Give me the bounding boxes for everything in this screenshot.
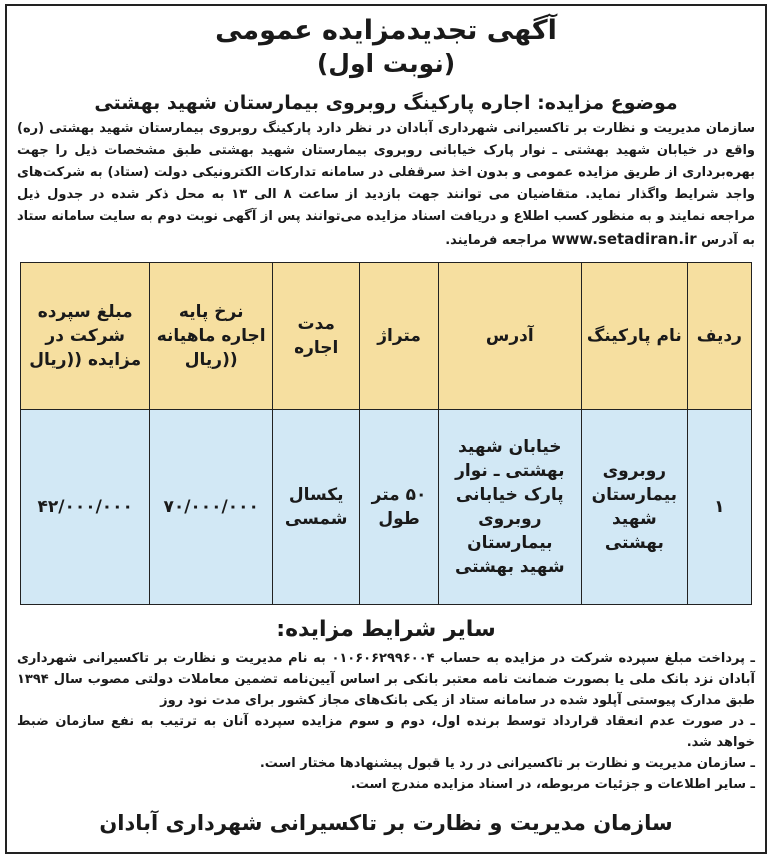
condition-item: ـ پرداخت مبلغ سپرده شرکت در مزایده به حساب ۰۱۰۶۰۶۲۹۹۶۰۰۴ به نام مدیریت و نظارت بر تاکسیرانی شهرداری آبادان نزد بانک ملی یا بصورت ضمانت نامه معتبر بانکی بر اساس آیین‌نامه تضمین معاملات دولتی مصوب سال ۱۳۹۴ طبق مدارک پیوستی آپلود شده در سامانه ستاد از یکی بانک‌های مجاز کشور برای مدت نود روز <box>17 651 756 708</box>
auction-notice <box>5 4 767 854</box>
header-parking-name: نام پارکینگ <box>582 263 688 410</box>
cell-area: ۵۰ متر طول <box>360 410 438 605</box>
table-header-row <box>21 263 752 410</box>
cell-duration: یکسال شمسی <box>272 410 360 605</box>
intro-tail: مراجعه فرمایند. <box>445 233 548 248</box>
header-area: متراژ <box>360 263 438 410</box>
cell-parking-name: روبروی بیمارستان شهید بهشتی <box>582 410 688 605</box>
notice-round: (نوبت اول) <box>316 49 456 78</box>
cell-address: خیابان شهید بهشتی ـ نوار پارک خیابانی روبروی بیمارستان شهید بهشتی <box>438 410 581 605</box>
notice-subject: موضوع مزایده: اجاره پارکینگ روبروی بیمارستان شهید بهشتی <box>94 92 678 114</box>
intro-paragraph <box>17 118 755 252</box>
conditions-title: سایر شرایط مزایده: <box>276 617 496 642</box>
condition-item: ـ در صورت عدم انعقاد قرارداد توسط برنده اول، دوم و سوم مزایده سپرده آنان به ترتیب به نفع سازمان ضبط خواهد شد. <box>17 714 755 750</box>
footer-organization: سازمان مدیریت و نظارت بر تاکسیرانی شهرداری آبادان <box>99 811 673 835</box>
parking-table <box>20 262 752 605</box>
cell-base-rate: ۷۰/۰۰۰/۰۰۰ <box>150 410 273 605</box>
header-address: آدرس <box>438 263 581 410</box>
table-row <box>21 410 752 605</box>
condition-item: ـ سایر اطلاعات و جزئیات مربوطه، در اسناد مزایده مندرج است. <box>350 777 755 792</box>
cell-row-number: ۱ <box>687 410 751 605</box>
header-base-rate: نرخ پایه اجاره ماهیانه ((ریال <box>150 263 273 410</box>
notice-title: آگهی تجدیدمزایده عمومی <box>215 15 557 46</box>
conditions-list <box>17 648 755 795</box>
condition-item: ـ سازمان مدیریت و نظارت بر تاکسیرانی در رد یا قبول پیشنهادها مختار است. <box>259 756 755 771</box>
cell-deposit: ۴۲/۰۰۰/۰۰۰ <box>21 410 150 605</box>
header-row-number: ردیف <box>687 263 751 410</box>
intro-text: سازمان مدیریت و نظارت بر تاکسیرانی شهرداری آبادان در نظر دارد پارکینگ روبروی بیمارستان شهید بهشتی (ره) واقع در خیابان شهید بهشتی ـ نوار پارک خیابانی روبروی بیمارستان شهید بهشتی طبق مشخصات ذیل را جهت بهره‌برداری از طریق مزایده عمومی و بدون اخذ سرقفلی در سامانه تدارکات الکترونیکی دولت (ستاد) به شرکت‌های واجد شرایط واگذار نماید. متقاضیان می توانند جهت بازدید از ساعت ۸ الی ۱۳ به محل ذکر شده در جدول ذیل مراجعه نمایند و به منظور کسب اطلاع و دریافت اسناد مزایده می‌توانند پس از آگهی نوبت دوم به سایت سامانه ستاد به آدرس <box>17 121 755 248</box>
header-deposit: مبلغ سپرده شرکت در مزایده ((ریال <box>21 263 150 410</box>
website-link[interactable]: www.setadiran.ir <box>551 230 697 248</box>
header-duration: مدت اجاره <box>272 263 360 410</box>
